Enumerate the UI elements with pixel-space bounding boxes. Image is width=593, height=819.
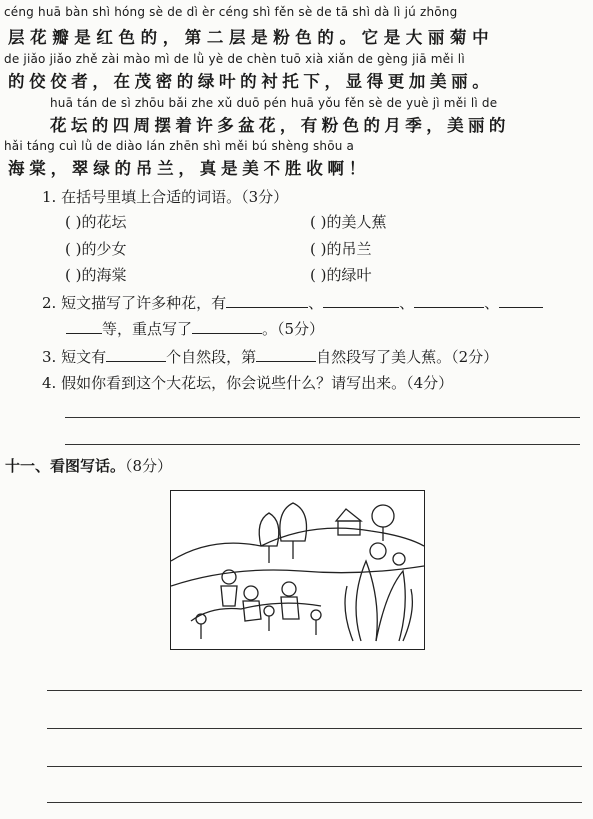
q3-prefix: 3. 短文有 [42,348,107,366]
q2-line1 [42,292,543,313]
q2-separator: 、 [399,294,415,312]
q1-prompt: 1. 在括号里填上合适的词语。（3分） [42,188,289,206]
passage-hanzi-3: 花坛的四周摆着许多盆花，有粉色的月季，美丽的 [50,116,510,135]
illustration-flower-bed [170,490,425,650]
passage-pinyin-1: céng huā bàn shì hóng sè de dì èr céng shì fěn sè de tā shì dà lì jú zhōng [4,5,458,19]
section-score: （8分） [125,457,173,475]
q2-blank-4[interactable] [499,293,543,308]
section-title: 十一、看图写话。 [5,457,126,475]
writing-line-1[interactable] [47,690,582,691]
q2-blank-5[interactable] [66,319,102,334]
q1-item-green-leaves[interactable]: ( )的绿叶 [310,266,372,284]
section-heading [5,455,172,476]
q1-item-chlorophytum[interactable]: ( )的吊兰 [310,240,372,258]
q2-mid-text: 等，重点写了 [102,320,193,338]
q1-item-canna[interactable]: ( )的美人蕉 [310,213,387,231]
q2-line2 [66,318,324,339]
illustration-drawing [171,491,424,649]
q1-item-begonia[interactable]: ( )的海棠 [65,266,127,284]
writing-line-3[interactable] [47,766,582,767]
q3-blank-1[interactable] [106,347,166,362]
passage-pinyin-2: de jiǎo jiǎo zhě zài mào mì de lǜ yè de chèn tuō xià xiǎn de gèng jiā měi lì [4,52,465,66]
writing-line-2[interactable] [47,728,582,729]
q1-item-flowerbed[interactable]: ( )的花坛 [65,213,127,231]
passage-hanzi-2: 的佼佼者，在茂密的绿叶的衬托下，显得更加美丽。 [8,72,494,91]
q3-line [42,346,498,367]
q4-answer-line-2[interactable] [65,444,580,445]
passage-pinyin-4: hǎi táng cuì lǜ de diào lán zhēn shì měi bú shèng shōu a [4,139,355,153]
q2-separator: 、 [484,294,500,312]
q3-mid: 个自然段，第 [166,348,257,366]
passage-pinyin-3: huā tán de sì zhōu bǎi zhe xǔ duō pén huā yǒu fěn sè de yuè jì měi lì de [50,96,498,110]
writing-line-4[interactable] [47,802,582,803]
q4-answer-line-1[interactable] [65,417,580,418]
q2-blank-2[interactable] [323,293,399,308]
q2-blank-1[interactable] [226,293,308,308]
q2-separator: 、 [308,294,324,312]
passage-hanzi-4: 海棠，翠绿的吊兰，真是美不胜收啊！ [8,159,371,178]
q2-end-text: 。（5分） [262,320,325,338]
q3-blank-2[interactable] [256,347,316,362]
q1-item-girl[interactable]: ( )的少女 [65,240,127,258]
q3-end: 自然段写了美人蕉。（2分） [316,348,499,366]
q4-prompt: 4. 假如你看到这个大花坛，你会说些什么？请写出来。（4分） [42,374,454,392]
q2-blank-3[interactable] [414,293,484,308]
q2-prompt: 2. 短文描写了许多种花，有 [42,294,227,312]
passage-hanzi-1: 层花瓣是红色的，第二层是粉色的。它是大丽菊中 [8,28,495,47]
q2-blank-6[interactable] [192,319,262,334]
